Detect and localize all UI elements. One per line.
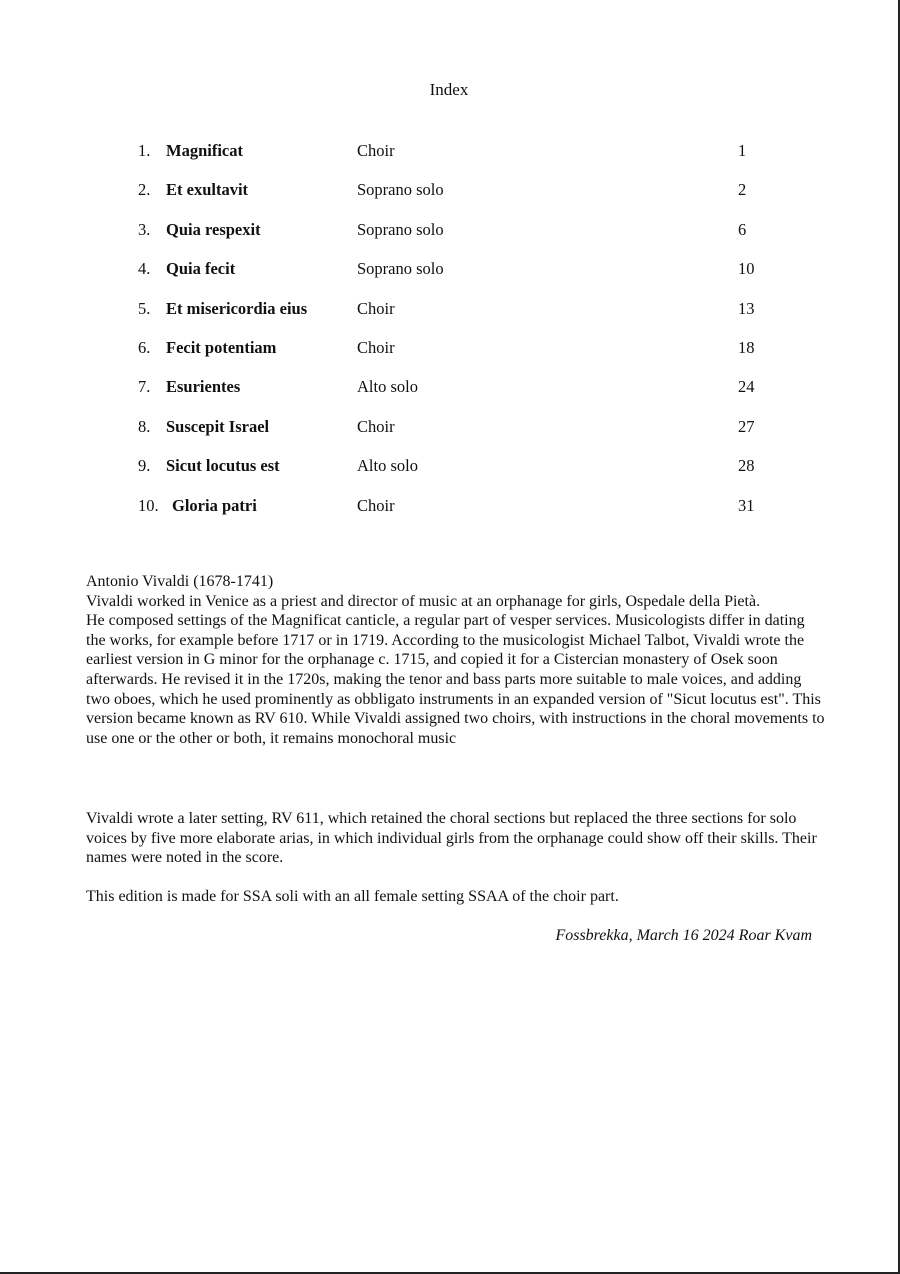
index-number: 3. <box>138 219 151 239</box>
edition-note: This edition is made for SSA soli with an all female setting SSAA of the choir part. <box>86 888 619 905</box>
index-row <box>138 179 778 218</box>
page-number: 31 <box>738 495 755 515</box>
bio-paragraph: Vivaldi worked in Venice as a priest and director of music at an orphanage for girls, Ospedale della Pietà. <box>86 592 761 610</box>
index-row <box>138 376 778 415</box>
index-row <box>138 219 778 258</box>
index-number: 4. <box>138 259 151 279</box>
later-setting-paragraph: Vivaldi wrote a later setting, RV 611, which retained the choral sections but replaced the three sections for solo voices by five more elaborate arias, in which individual girls from the orphanage could show off their skills. Their names were noted in the score. <box>86 810 817 867</box>
bio-paragraph: He composed settings of the Magnificat canticle, a regular part of vesper services. Musicologists differ in dating the works, for example before 1717 or in 1719. According to the musicologist Michael Talbot, Vivaldi wrote the earliest version in G minor for the orphanage c. 1715, and copied it for a Cistercian monastery of Osek soon afterwards. He revised it in the 1720s, making the tenor and bass parts more suitable to male voices, and adding two oboes, which he used prominently as obbligato instruments in an expanded version of "Sicut locutus est". This version became known as RV 610. While Vivaldi assigned two choirs, with instructions in the choral movements to use one or the other or both, it remains monochoral music <box>86 612 825 747</box>
index-number: 2. <box>138 180 151 200</box>
movement-title: Fecit potentiam <box>166 337 277 357</box>
page-number: 24 <box>738 377 755 397</box>
index-row <box>138 495 778 534</box>
movement-title: Suscepit Israel <box>166 416 270 436</box>
voice-part: Choir <box>357 495 395 515</box>
index-number: 1. <box>138 141 151 160</box>
index-number: 7. <box>138 377 151 397</box>
page-number: 10 <box>738 259 755 279</box>
index-number: 8. <box>138 416 151 436</box>
index-number: 9. <box>138 456 151 476</box>
movement-title: Et misericordia eius <box>166 298 308 318</box>
voice-part: Soprano solo <box>357 180 444 200</box>
movement-title: Et exultavit <box>166 180 249 200</box>
page-number: 1 <box>738 141 747 160</box>
voice-part: Soprano solo <box>357 259 444 279</box>
index-list <box>138 140 778 534</box>
composer-bio <box>86 572 826 748</box>
movement-title: Sicut locutus est <box>166 456 280 476</box>
index-row <box>138 416 778 455</box>
index-number: 6. <box>138 337 151 357</box>
page-title: Index <box>429 80 469 99</box>
index-row <box>138 455 778 494</box>
index-number: 10. <box>138 495 159 515</box>
voice-part: Choir <box>357 141 395 160</box>
page-number: 13 <box>738 298 755 318</box>
movement-title: Quia respexit <box>166 219 261 239</box>
movement-title: Gloria patri <box>172 495 257 515</box>
page-number: 6 <box>738 219 747 239</box>
index-row <box>138 337 778 376</box>
movement-title: Quia fecit <box>166 259 236 279</box>
signature-line: Fossbrekka, March 16 2024 Roar Kvam <box>555 927 812 944</box>
voice-part: Choir <box>357 416 395 436</box>
page-number: 28 <box>738 456 755 476</box>
page-number: 27 <box>738 416 755 436</box>
page-number: 2 <box>738 180 747 200</box>
movement-title: Esurientes <box>166 377 241 397</box>
voice-part: Alto solo <box>357 377 418 397</box>
index-number: 5. <box>138 298 151 318</box>
index-row <box>138 258 778 297</box>
voice-part: Choir <box>357 337 395 357</box>
composer-name: Antonio Vivaldi (1678-1741) <box>86 573 274 590</box>
movement-title: Magnificat <box>166 141 243 160</box>
page-number: 18 <box>738 337 755 357</box>
index-row <box>138 298 778 337</box>
voice-part: Soprano solo <box>357 219 444 239</box>
voice-part: Alto solo <box>357 456 418 476</box>
index-row <box>138 140 778 179</box>
voice-part: Choir <box>357 298 395 318</box>
